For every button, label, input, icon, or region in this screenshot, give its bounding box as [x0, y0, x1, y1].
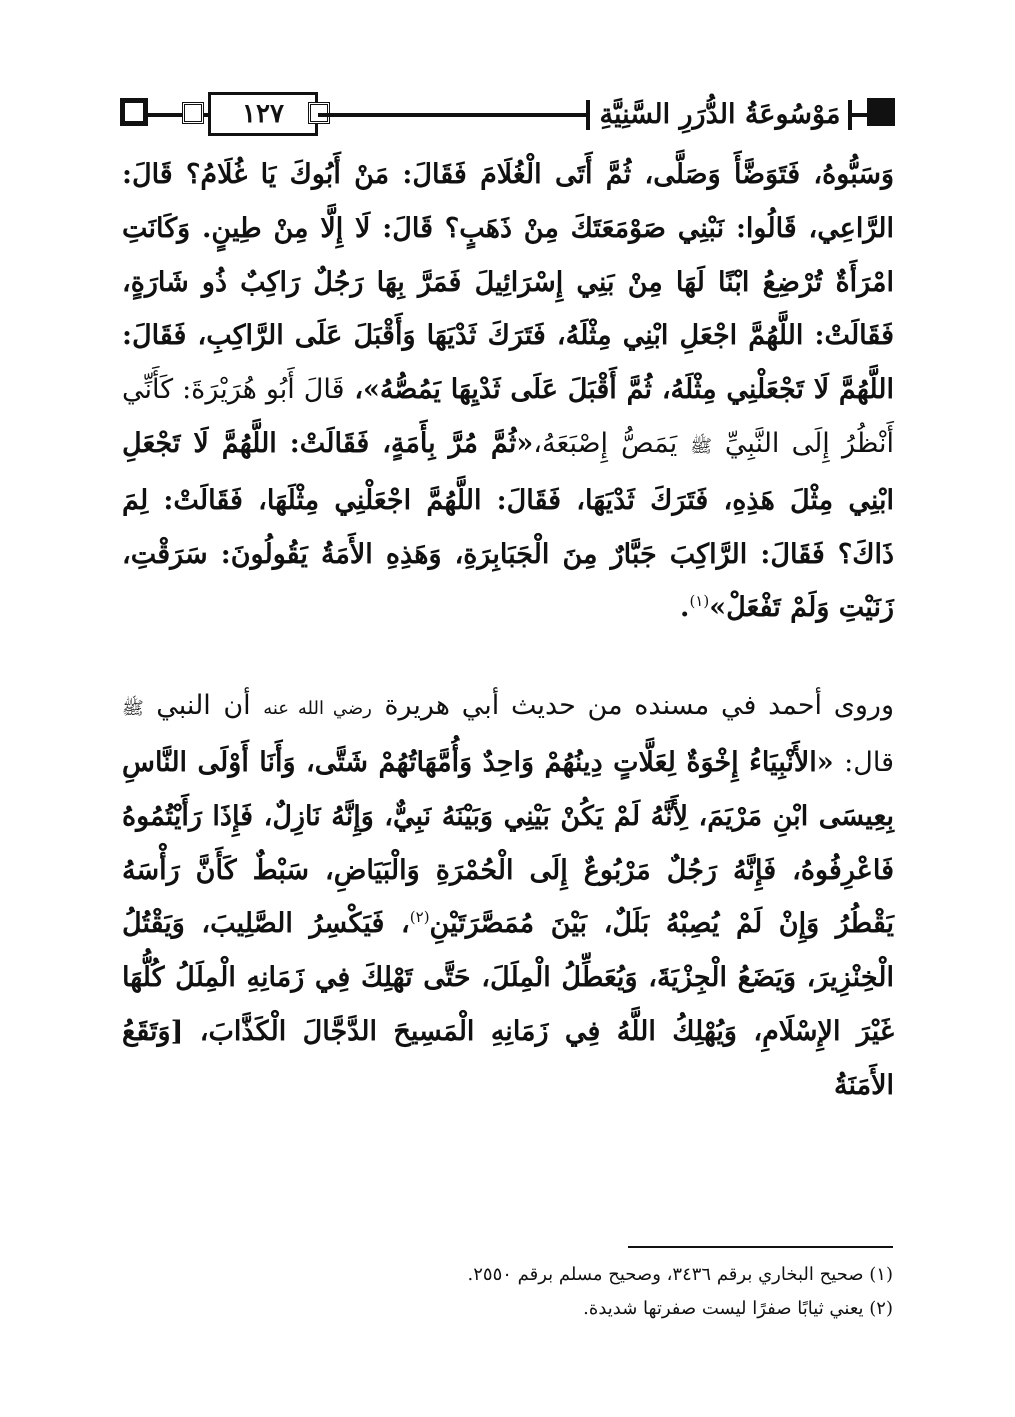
narration-intro: أن [223, 690, 251, 722]
text-line: وَسَبُّوهُ، فَتَوَضَّأَ وَصَلَّى، ثُمَّ أَتَى الْغُلَامَ فَقَالَ: مَنْ أَبُوكَ يَا غُلَامُ؟ [186, 159, 895, 190]
footnote-separator [628, 1246, 893, 1248]
text-line: وَلَمْ تَفْعَلْ» [709, 592, 830, 624]
page-number: ١٢٧ [208, 92, 318, 136]
narration-intro: النبي [156, 690, 211, 722]
text-line: الْحُمْرَةِ وَالْبَيَاضِ، سَبْطٌ كَأَنَّ رَأْسَهُ يَقْطُرُ وَإِنْ لَمْ يُصِبْهُ بَلَلٌ، بَيْنَ [122, 854, 895, 940]
footnote-ref-1[interactable]: (١) [689, 592, 710, 611]
narration-intro: وروى أحمد في مسنده من حديث أبي هريرة [384, 690, 895, 722]
hadith-paragraph-1 [122, 148, 894, 635]
text-line: طِينٍ. وَكَانَتِ امْرَأَةٌ تُرْضِعُ ابْنًا لَهَا مِنْ بَنِي إِسْرَائِيلَ فَمَرَّ بِهَا رَجُلٌ [122, 212, 894, 298]
text-line: رَاكِبٌ ذُو شَارَةٍ، فَقَالَتْ: اللَّهُمَّ اجْعَلِ ابْنِي مِثْلَهُ، فَتَرَكَ ثَدْيَهَا [122, 266, 894, 352]
text-line: فَتَرَكَ ثَدْيَهَا، فَقَالَ: اللَّهُمَّ اجْعَلْنِي مِثْلَهَا، فَقَالَتْ: لِمَ ذَاكَ؟ فَقَالَ: [122, 484, 894, 570]
text-line: وَيُعَطِّلُ الْمِلَلَ، حَتَّى تَهْلِكَ فِي زَمَانِهِ الْمِلَلُ كُلُّهَا غَيْرَ الإِسْلَامِ، [122, 962, 894, 1047]
header-rule-middle [318, 113, 595, 117]
text-line: [وَتَقَعُ الأَمَنَةُ [122, 1015, 894, 1101]
salawat-symbol: ﷺ [690, 435, 712, 457]
salawat-symbol: ﷺ [122, 698, 144, 720]
text-line: الرَّاكِبَ جَبَّارٌ مِنَ الْجَبَابِرَةِ، وَهَذِهِ الأَمَةُ يَقُولُونَ: سَرَقْتِ، زَنَيْتِ [122, 538, 894, 624]
knot-ornament-left [182, 102, 204, 124]
text-line: شَتَّى، وَأَنَا أَوْلَى النَّاسِ بِعِيسَى ابْنِ مَرْيَمَ، لِأَنَّهُ لَمْ يَكُنْ بَيْنِي وَبَيْنَهُ [122, 746, 894, 832]
footnote-2: (٢) يعني ثيابًا صفرًا ليست صفرتها شديدة. [583, 1298, 893, 1319]
period: . [680, 592, 690, 624]
text-line: ثَدْيِهَا يَمُصُّهُ»، [354, 374, 501, 406]
text-line: مُمَصَّرَتَيْنِ [429, 908, 535, 940]
header-rule-right [852, 113, 868, 117]
text-line: «ثُمَّ مُرَّ بِأَمَةٍ، فَقَالَتْ: اللَّهُمَّ لَا تَجْعَلِ ابْنِي مِثْلَ هَذِهِ، [122, 427, 895, 516]
outline-square-ornament [120, 98, 148, 126]
page-header [120, 92, 895, 138]
text-line: نَبِيٌّ، وَإِنَّهُ نَازِلٌ، فَإِذَا رَأَيْتُمُوهُ فَاعْرِفُوهُ، فَإِنَّهُ رَجُلٌ مَرْبُوعٌ إِلَى [122, 800, 894, 886]
text-line: وَأَقْبَلَ عَلَى الرَّاكِبِ، فَقَالَ: اللَّهُمَّ لَا تَجْعَلْنِي مِثْلَهُ، ثُمَّ أَقْبَلَ عَلَى [122, 320, 894, 406]
text-line: قَالَ: الرَّاعِي، قَالُوا: نَبْنِي صَوْمَعَتَكَ مِنْ ذَهَبٍ؟ قَالَ: لَا إِلَّا مِنْ [122, 159, 895, 244]
footnote-ref-2[interactable]: (٢) [409, 908, 430, 927]
hadith-paragraph-2 [122, 679, 894, 1112]
filled-square-ornament [867, 98, 895, 126]
text-line: «الأَنْبِيَاءُ إِخْوَةٌ لِعَلَّاتٍ دِينُهُمْ وَاحِدٌ وَأُمَّهَاتُهُمْ [378, 746, 834, 778]
narrator-text: إِصْبَعَهُ، [533, 427, 609, 459]
main-text [122, 148, 894, 1113]
book-title: مَوْسُوعَةُ الدُّرَرِ السَّنِيَّةِ [590, 92, 850, 136]
radi-symbol: رضي الله عنه [263, 698, 372, 720]
narrator-text: قَالَ أَبُو هُرَيْرَةَ: كَأَنِّي أَنْظُرُ إِلَى النَّبِيِّ [122, 374, 895, 459]
footnote-1: (١) صحيح البخاري برقم ٣٤٣٦، وصحيح مسلم برقم ٢٥٥٠. [467, 1264, 893, 1285]
narrator-text: يَمَصُّ [621, 427, 678, 459]
text-line: ، فَيَكْسِرُ الصَّلِيبَ، وَيَقْتُلُ الْخِنْزِيرَ، وَيَضَعُ الْجِزْيَةَ، [122, 908, 894, 994]
narration-intro: قال: [844, 746, 894, 778]
text-line: وَيُهْلِكُ اللَّهُ فِي زَمَانِهِ الْمَسِيحَ الدَّجَّالَ الْكَذَّابَ، [199, 1015, 737, 1047]
footnotes [121, 1258, 893, 1326]
